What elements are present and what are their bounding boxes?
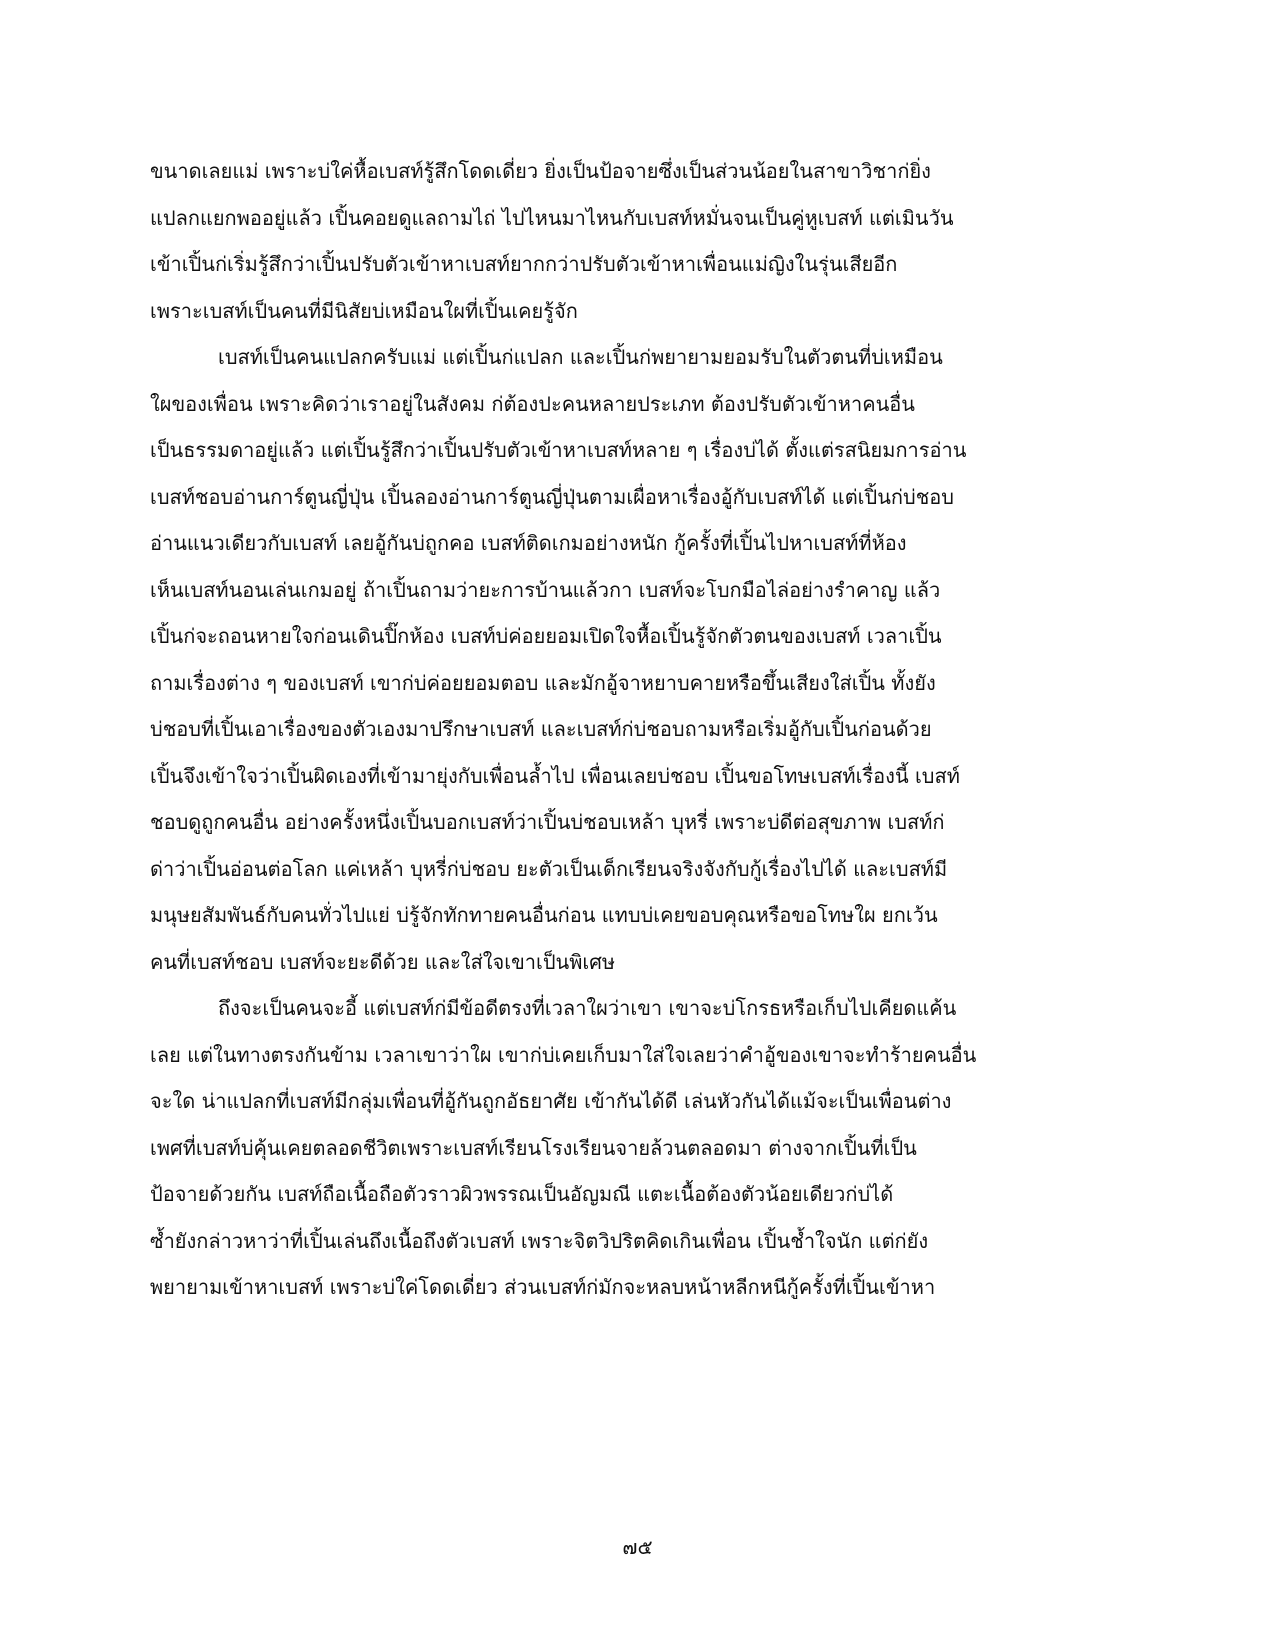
text-line: ป้อจายด้วยกัน เบสท์ถือเนื้อถือตัวราวผิวพรรณเป็นอัญมณี แตะเนื้อต้องตัวน้อยเดียวก่บ่ได้ (150, 1182, 894, 1206)
text-line: เบสท์ชอบอ่านการ์ตูนญี่ปุ่น เปิ้นลองอ่านการ์ตูนญี่ปุ่นตามเผื่อหาเรื่องอู้กับเบสท์ได้ แต่เปิ้นก่บ่ชอบ (150, 484, 954, 509)
text-line: ขนาดเลยแม่ เพราะบ่ใค่หื้อเบสท์รู้สึกโดดเดี่ยว ยิ่งเป็นป้อจายซึ่งเป็นส่วนน้อยในสาขาวิชาก่ยิ่ง (150, 159, 931, 183)
text-line: อ่านแนวเดียวกับเบสท์ เลยอู้กันบ่ถูกคอ เบสท์ติดเกมอย่างหนัก กู้ครั้งที่เปิ้นไปหาเบสท์ที่ห้อง (150, 531, 907, 555)
paragraph (150, 985, 1000, 1311)
text-line: คนที่เบสท์ชอบ เบสท์จะยะดีด้วย และใส่ใจเขาเป็นพิเศษ (150, 949, 616, 974)
body-text (150, 148, 1000, 1311)
text-line: เห็นเบสท์นอนเล่นเกมอยู่ ถ้าเปิ้นถามว่ายะการบ้านแล้วกา เบสท์จะโบกมือไล่อย่างรำคาญ แล้ว (150, 577, 941, 602)
text-line: บ่ชอบที่เปิ้นเอาเรื่องของตัวเองมาปรึกษาเบสท์ และเบสท์ก่บ่ชอบถามหรือเริ่มอู้กับเปิ้นก่อนด้วย (150, 717, 932, 741)
text-line: เปิ้นก่จะถอนหายใจก่อนเดินปิ๊กห้อง เบสท์บ่ค่อยยอมเปิดใจหื้อเปิ้นรู้จักตัวตนของเบสท์ เวลาเปิ้น (150, 624, 942, 648)
text-line: แปลกแยกพออยู่แล้ว เปิ้นคอยดูแลถามไถ่ ไปไหนมาไหนกับเบสท์หมั่นจนเป็นคู่หูเบสท์ แต่เมินวัน (150, 205, 954, 230)
text-line: เข้าเปิ้นก่เริ่มรู้สึกว่าเปิ้นปรับตัวเข้าหาเบสท์ยากกว่าปรับตัวเข้าหาเพื่อนแม่ญิงในรุ่นเสียอีก (150, 252, 898, 276)
text-line: ซ้ำยังกล่าวหาว่าที่เปิ้นเล่นถึงเนื้อถึงตัวเบสท์ เพราะจิตวิปริตคิดเกินเพื่อน เปิ้นช้ำใจนัก แต่ก่ยัง (150, 1228, 929, 1253)
text-line: เพราะเบสท์เป็นคนที่มีนิสัยบ่เหมือนใผที่เปิ้นเคยรู้จัก (150, 298, 578, 323)
text-line: ชอบดูถูกคนอื่น อย่างครั้งหนึ่งเปิ้นบอกเบสท์ว่าเปิ้นบ่ชอบเหล้า บุหรี่ เพราะบ่ดีต่อสุขภาพ เบสท์ก่ (150, 810, 945, 834)
text-line: เบสท์เป็นคนแปลกครับแม่ แต่เปิ้นก่แปลก และเปิ้นก่พยายามยอมรับในตัวตนที่บ่เหมือน (218, 345, 943, 369)
text-line: มนุษยสัมพันธ์กับคนทั่วไปแย่ บ่รู้จักทักทายคนอื่นก่อน แทบบ่เคยขอบคุณหรือขอโทษใผ ยกเว้น (150, 903, 938, 927)
text-line: ถึงจะเป็นคนจะอี้ แต่เบสท์ก่มีข้อดีตรงที่เวลาใผว่าเขา เขาจะบ่โกรธหรือเก็บไปเคียดแค้น (218, 996, 957, 1020)
text-line: เปิ้นจึงเข้าใจว่าเปิ้นผิดเองที่เข้ามายุ่งกับเพื่อนล้ำไป เพื่อนเลยบ่ชอบ เปิ้นขอโทษเบสท์เรื่องนี้ เบสท์ (150, 763, 960, 788)
text-line: เลย แต่ในทางตรงกันข้าม เวลาเขาว่าใผ เขาก่บ่เคยเก็บมาใส่ใจเลยว่าคำอู้ของเขาจะทำร้ายคนอื่น (150, 1042, 977, 1067)
text-line: ด่าว่าเปิ้นอ่อนต่อโลก แค่เหล้า บุหรี่ก่บ่ชอบ ยะตัวเป็นเด็กเรียนจริงจังกับกู้เรื่องไปได้ และเบสท์มี (150, 856, 948, 881)
page-number: ๗๕ (622, 1535, 653, 1559)
paragraph (150, 334, 1000, 985)
text-line: เพศที่เบสท์บ่คุ้นเคยตลอดชีวิตเพราะเบสท์เรียนโรงเรียนจายล้วนตลอดมา ต่างจากเปิ้นที่เป็น (150, 1135, 917, 1160)
text-line: พยายามเข้าหาเบสท์ เพราะบ่ใค่โดดเดี่ยว ส่วนเบสท์ก่มักจะหลบหน้าหลีกหนีกู้ครั้งที่เปิ้นเข้าหา (150, 1275, 936, 1299)
text-line: ถามเรื่องต่าง ๆ ของเบสท์ เขาก่บ่ค่อยยอมตอบ และมักอู้จาหยาบคายหรือขึ้นเสียงใส่เปิ้น ทั้งยัง (150, 670, 936, 695)
text-line: เป็นธรรมดาอยู่แล้ว แต่เปิ้นรู้สึกว่าเปิ้นปรับตัวเข้าหาเบสท์หลาย ๆ เรื่องบ่ได้ ตั้งแต่รสนิยมการอ่าน (150, 438, 967, 462)
paragraph (150, 148, 1000, 334)
text-line: จะใด น่าแปลกที่เบสท์มีกลุ่มเพื่อนที่อู้กันถูกอัธยาศัย เข้ากันได้ดี เล่นหัวกันได้แม้จะเป็นเพื่อนต่าง (150, 1089, 952, 1113)
text-line: ใผของเพื่อน เพราะคิดว่าเราอยู่ในสังคม ก่ต้องปะคนหลายประเภท ต้องปรับตัวเข้าหาคนอื่น (150, 391, 915, 416)
